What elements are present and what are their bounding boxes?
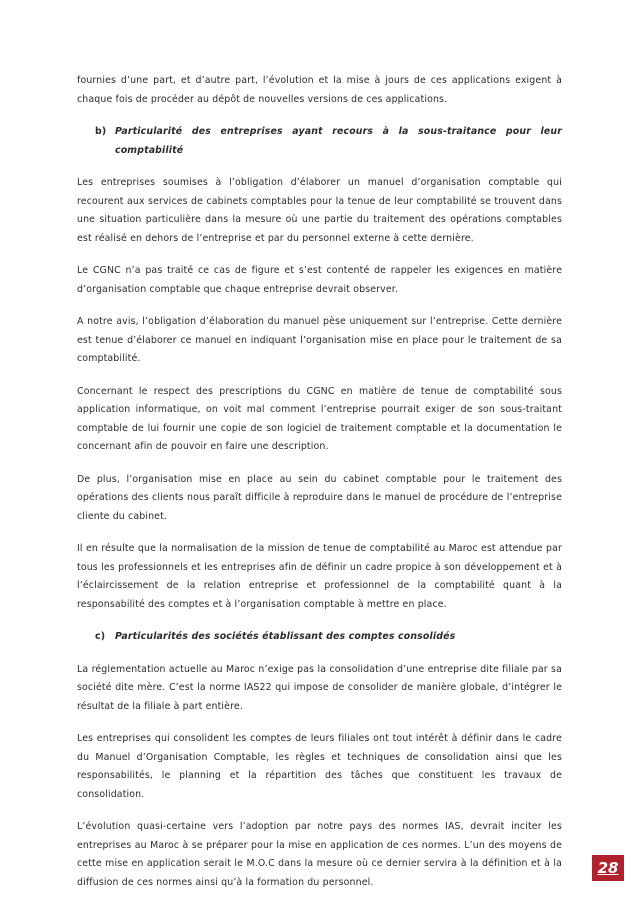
paragraph: Le CGNC n’a pas traité ce cas de figure et s’est contenté de rappeler les exigences en matière d’organisation comptable que chaque entreprise devrait observer. [77,265,562,295]
paragraph: Il en résulte que la normalisation de la mission de tenue de comptabilité au Maroc est attendue par tous les professionnels et les entreprises afin de définir un cadre propice à son développement et à l’éclaircissement de la relation entreprise et professionnel de la comptabilité quant à la responsabilité des comptes et à l’organisation comptable à mettre en place. [77,543,562,610]
section-letter: b) [95,126,107,137]
paragraph: Concernant le respect des prescriptions du CGNC en matière de tenue de comptabilité sous application informatique, on voit mal comment l’entreprise pourrait exiger de son sous-traitant comptable de lui fournir une copie de son logiciel de traitement comptable et la documentation le concernant afin de pouvoir en faire une description. [77,385,562,452]
document-page [77,72,562,906]
section-title: Particularité des entreprises ayant recours à la sous-traitance pour leur comptabilité [115,126,562,156]
section-heading-c [95,628,562,647]
paragraph: A notre avis, l’obligation d’élaboration du manuel pèse uniquement sur l’entreprise. Cette dernière est tenue d’élaborer ce manuel en indiquant l’organisation mise en place pour le traitement de sa comptabilité. [77,316,562,364]
section-heading-b [95,123,562,160]
paragraph: fournies d’une part, et d’autre part, l’évolution et la mise à jours de ces applications exigent à chaque fois de procéder au dépôt de nouvelles versions de ces applications. [77,75,562,105]
section-title: Particularités des sociétés établissant des comptes consolidés [115,631,456,642]
section-letter: c) [95,631,106,642]
paragraph: Les entreprises soumises à l’obligation d’élaborer un manuel d’organisation comptable qui recourent aux services de cabinets comptables pour la tenue de leur comptabilité se trouvent dans une situation particulière dans la mesure où une partie du traitement des opérations comptables est réalisé en dehors de l’entreprise et par du personnel externe à cette dernière. [77,177,562,244]
paragraph: L’évolution quasi-certaine vers l’adoption par notre pays des normes IAS, devrait inciter les entreprises au Maroc à se préparer pour la mise en application de ces normes. L’un des moyens de cette mise en application serait le M.O.C dans la mesure où ce dernier servira à la définition et à la diffusion de ces normes ainsi qu’à la formation du personnel. [77,821,562,888]
paragraph: La réglementation actuelle au Maroc n’exige pas la consolidation d’une entreprise dite filiale par sa société dite mère. C’est la norme IAS22 qui impose de consolider de manière globale, d’intégrer le résultat de la filiale à part entière. [77,663,562,712]
paragraph: Les entreprises qui consolident les comptes de leurs filiales ont tout intérêt à définir dans le cadre du Manuel d’Organisation Comptable, les règles et techniques de consolidation ainsi que les responsabilités, le planning et la répartition des tâches que constituent les travaux de consolidation. [77,733,562,800]
page-number-badge: 28 [592,855,624,881]
paragraph: De plus, l’organisation mise en place au sein du cabinet comptable pour le traitement des opérations des clients nous paraît difficile à reproduire dans le manuel de procédure de l’entreprise cliente du cabinet. [77,473,562,522]
